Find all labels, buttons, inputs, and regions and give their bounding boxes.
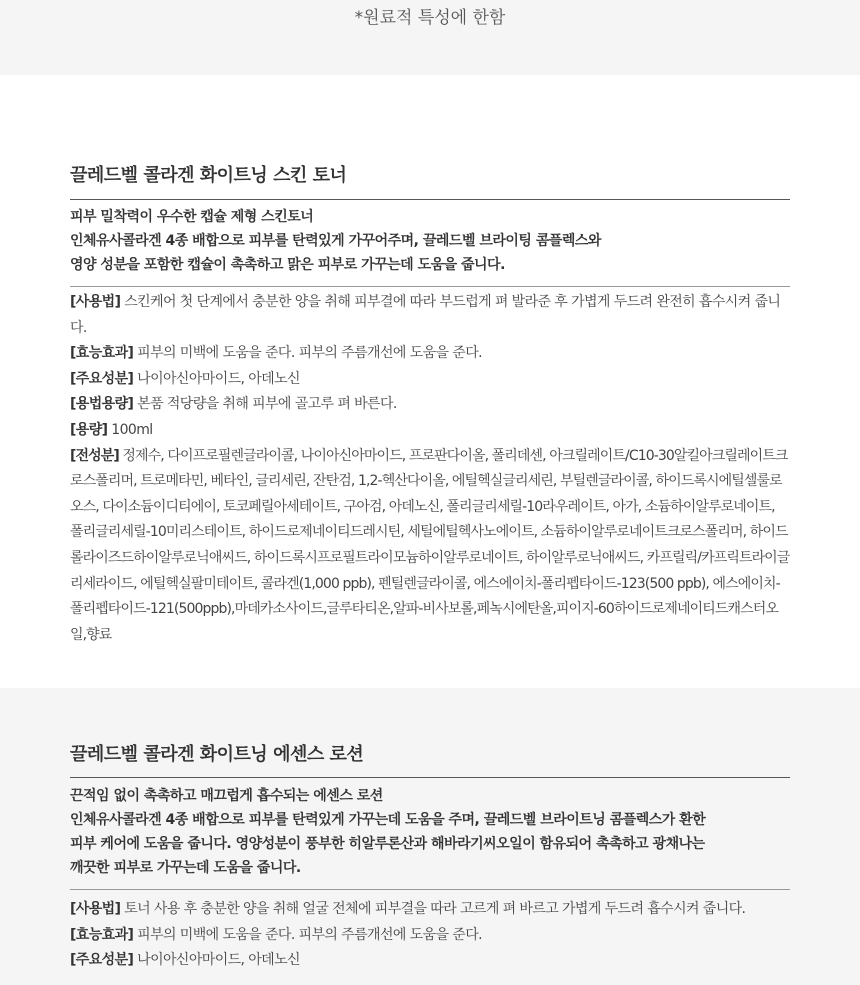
effect-row [70,923,790,949]
usage-text: 스킨케어 첫 단계에서 충분한 양을 취해 피부결에 따라 부드럽게 펴 발라준 후 가볍게 두드려 완전히 흡수시켜 줍니다. [70,294,781,336]
main-ingredients-label: [주요성분] [70,370,134,387]
summary-line: 인체유사콜라겐 4종 배합으로 피부를 탄력있게 가꾸는데 도움을 주며, 끌레드벨 브라이트닝 콤플렉스가 환한 [70,812,706,828]
product-title: 끌레드벨 콜라겐 화이트닝 에센스 로션 [70,744,364,765]
dosage-row [70,392,790,418]
product-title: 끌레드벨 콜라겐 화이트닝 스킨 토너 [70,165,347,186]
main-ingredients-text: 나이아신아마이드, 아데노신 [133,952,300,969]
usage-label: [사용법] [70,294,121,310]
full-ingredients-text: 정제수, 다이프로필렌글라이콜, 나이아신아마이드, 프로판다이올, 폴리데센, 아크릴레이트/C10-30알킬아크릴레이트크로스폴리머, 트로메타민, 베타인, 글리세린, 잔탄검, 1,2-헥산다이올, 에틸헥실글리세린, 부틸렌글라이콜, 하이드록시에틸셀룰로오스, 다이소듐이디티에이, 토코페릴아세테이트, 구아검, 아데노신, 폴리글리세릴-10라우레이트, 아가, 소듐하이알루로네이트, 폴리글리세릴-10미리스테이트, 하이드로제네이티드레시틴, 세틸에틸헥사노에이트, 소듐하이알루로네이트크로스폴리머, 하이드롤라이즈드하이알루로닉애씨드, 하이드록시프로필트라이모늄하이알루로네이트, 하이알루로닉애씨드, 카프릴릭/카프릭트라이글리세라이드, 에틸헥실팔미테이트, 콜라겐(1,000 ppb), 펜틸렌글라이콜, 에스에이치-폴리펩타이드-123(500 ppb), 에스에이치-폴리펩타이드-121(500ppb),마데카소사이드,글루타티온,알파-비사보롤,페녹시에탄올,피이지-60하이드로제네이티드캐스터오일,향료 [70,447,790,643]
full-ingredients-label: [전성분] [70,447,119,464]
main-ingredients-text: 나이아신아마이드, 아데노신 [133,370,300,387]
dosage-text: 본품 적당량을 취해 피부에 골고루 펴 바른다. [133,396,397,413]
title-divider [70,777,790,778]
main-ingredients-row [70,948,790,974]
main-ingredients-row [70,367,790,393]
summary-line: 피부 밀착력이 우수한 캡슐 제형 스킨토너 [70,209,314,225]
title-divider [70,199,790,200]
summary-divider [70,889,790,890]
volume-row [70,418,790,444]
product-section-skin-toner [0,75,860,688]
summary-line: 영양 성분을 포함한 캡슐이 촉촉하고 맑은 피부로 가꾸는데 도움을 줍니다. [70,257,505,273]
product-summary [70,205,790,277]
main-ingredients-label: [주요성분] [70,952,134,969]
product-section-essence-lotion [0,688,860,985]
effect-label: [효능효과] [70,345,134,362]
product-summary [70,784,790,880]
effect-row [70,341,790,367]
summary-line: 인체유사콜라겐 4종 배합으로 피부를 탄력있게 가꾸어주며, 끌레드벨 브라이팅 콤플렉스와 [70,233,601,249]
effect-text: 피부의 미백에 도움을 준다. 피부의 주름개선에 도움을 준다. [133,345,482,362]
raw-material-note: *원료적 특성에 한함 [354,8,506,28]
summary-line: 끈적임 없이 촉촉하고 매끄럽게 흡수되는 에센스 로션 [70,788,383,804]
usage-row [70,897,790,923]
product-details [70,897,790,974]
summary-line: 깨끗한 피부로 가꾸는데 도움을 줍니다. [70,860,301,876]
volume-text: 100ml [107,421,153,438]
product-details [70,290,790,648]
summary-divider [70,286,790,287]
effect-label: [효능효과] [70,926,134,943]
summary-line: 피부 케어에 도움을 줍니다. 영양성분이 풍부한 히알루론산과 해바라기씨오일이 함유되어 촉촉하고 광채나는 [70,836,705,852]
usage-text: 토너 사용 후 충분한 양을 취해 얼굴 전체에 피부결을 따라 고르게 펴 바르고 가볍게 두드려 흡수시켜 줍니다. [120,901,746,917]
usage-label: [사용법] [70,901,121,917]
full-ingredients-row [70,444,790,649]
dosage-label: [용법용량] [70,396,134,413]
effect-text: 피부의 미백에 도움을 준다. 피부의 주름개선에 도움을 준다. [133,926,482,943]
volume-label: [용량] [70,421,108,438]
usage-row [70,290,790,341]
top-band [0,0,860,75]
